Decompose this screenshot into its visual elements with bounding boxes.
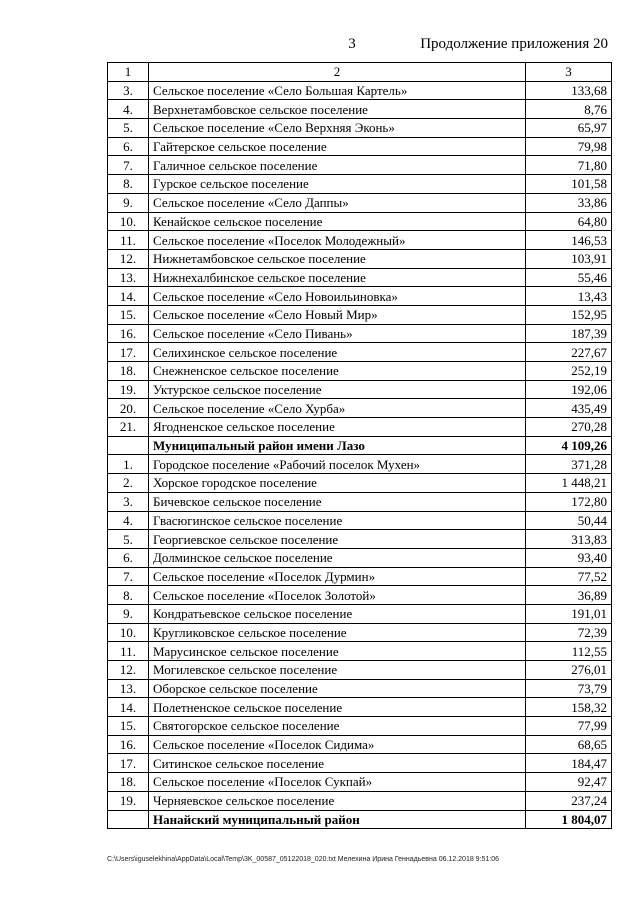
row-name: Гвасюгинское сельское поселение xyxy=(149,511,526,530)
row-number xyxy=(108,810,149,829)
row-value: 77,99 xyxy=(526,717,612,736)
row-value: 92,47 xyxy=(526,773,612,792)
row-value: 371,28 xyxy=(526,455,612,474)
row-value: 36,89 xyxy=(526,586,612,605)
row-value: 227,67 xyxy=(526,343,612,362)
row-number: 5. xyxy=(108,119,149,138)
row-number: 11. xyxy=(108,642,149,661)
row-name: Уктурское сельское поселение xyxy=(149,380,526,399)
table-row xyxy=(108,567,612,586)
row-number: 3. xyxy=(108,492,149,511)
row-number: 14. xyxy=(108,698,149,717)
row-value: 237,24 xyxy=(526,791,612,810)
row-name: Верхнетамбовское сельское поселение xyxy=(149,100,526,119)
row-value: 65,97 xyxy=(526,119,612,138)
row-value: 152,95 xyxy=(526,305,612,324)
row-value: 50,44 xyxy=(526,511,612,530)
row-name: Черняевское сельское поселение xyxy=(149,791,526,810)
table-row xyxy=(108,586,612,605)
row-name: Селихинское сельское поселение xyxy=(149,343,526,362)
row-value: 146,53 xyxy=(526,231,612,250)
table-row xyxy=(108,287,612,306)
row-number: 12. xyxy=(108,661,149,680)
row-name: Кругликовское сельское поселение xyxy=(149,623,526,642)
row-value: 276,01 xyxy=(526,661,612,680)
table-row xyxy=(108,492,612,511)
data-table xyxy=(107,62,612,829)
row-number: 17. xyxy=(108,754,149,773)
file-path-footer: C:\Users\iguselekhina\AppData\Local\Temp\3K_00587_05122018_020.txt Мелехина Ирина Геннадьевна 06.12.2018 9:51:06 xyxy=(107,856,500,863)
table-row xyxy=(108,380,612,399)
row-name: Марусинское сельское поселение xyxy=(149,642,526,661)
row-value: 77,52 xyxy=(526,567,612,586)
row-value: 270,28 xyxy=(526,418,612,437)
row-value: 103,91 xyxy=(526,249,612,268)
row-name: Сельское поселение «Село Новый Мир» xyxy=(149,305,526,324)
row-number: 6. xyxy=(108,548,149,567)
row-number: 8. xyxy=(108,175,149,194)
row-name: Гурское сельское поселение xyxy=(149,175,526,194)
row-name: Сельское поселение «Село Хурба» xyxy=(149,399,526,418)
table-row xyxy=(108,474,612,493)
row-value: 72,39 xyxy=(526,623,612,642)
row-name: Могилевское сельское поселение xyxy=(149,661,526,680)
row-value: 184,47 xyxy=(526,754,612,773)
row-value: 1 448,21 xyxy=(526,474,612,493)
row-number: 14. xyxy=(108,287,149,306)
table-total-row xyxy=(108,436,612,455)
table-row xyxy=(108,212,612,231)
row-value: 4 109,26 xyxy=(526,436,612,455)
row-number: 10. xyxy=(108,212,149,231)
row-name: Нижнехалбинское сельское поселение xyxy=(149,268,526,287)
row-value: 73,79 xyxy=(526,679,612,698)
row-number xyxy=(108,436,149,455)
table-row xyxy=(108,511,612,530)
row-value: 191,01 xyxy=(526,604,612,623)
row-number: 9. xyxy=(108,193,149,212)
row-name: Муниципальный район имени Лазо xyxy=(149,436,526,455)
row-name: Ситинское сельское поселение xyxy=(149,754,526,773)
row-value: 1 804,07 xyxy=(526,810,612,829)
table-row xyxy=(108,137,612,156)
row-value: 133,68 xyxy=(526,81,612,100)
row-value: 71,80 xyxy=(526,156,612,175)
table-row xyxy=(108,81,612,100)
table-row xyxy=(108,231,612,250)
row-value: 13,43 xyxy=(526,287,612,306)
row-number: 3. xyxy=(108,81,149,100)
row-value: 187,39 xyxy=(526,324,612,343)
table-row xyxy=(108,418,612,437)
row-number: 16. xyxy=(108,324,149,343)
row-name: Нанайский муниципальный район xyxy=(149,810,526,829)
table-row xyxy=(108,754,612,773)
row-value: 192,06 xyxy=(526,380,612,399)
row-number: 15. xyxy=(108,717,149,736)
row-name: Кондратьевское сельское поселение xyxy=(149,604,526,623)
table-row xyxy=(108,679,612,698)
row-number: 7. xyxy=(108,156,149,175)
table-row xyxy=(108,623,612,642)
row-name: Сельское поселение «Поселок Золотой» xyxy=(149,586,526,605)
row-number: 17. xyxy=(108,343,149,362)
row-name: Сельское поселение «Село Новоильиновка» xyxy=(149,287,526,306)
row-number: 11. xyxy=(108,231,149,250)
table-row xyxy=(108,343,612,362)
column-header: 2 xyxy=(149,63,526,82)
row-number: 20. xyxy=(108,399,149,418)
table-row xyxy=(108,119,612,138)
row-number: 18. xyxy=(108,362,149,381)
table-row xyxy=(108,455,612,474)
row-name: Хорское городское поселение xyxy=(149,474,526,493)
row-number: 21. xyxy=(108,418,149,437)
table-row xyxy=(108,791,612,810)
column-header: 3 xyxy=(526,63,612,82)
table-row xyxy=(108,175,612,194)
row-value: 79,98 xyxy=(526,137,612,156)
row-name: Сельское поселение «Поселок Молодежный» xyxy=(149,231,526,250)
row-name: Сельское поселение «Поселок Дурмин» xyxy=(149,567,526,586)
table-row xyxy=(108,642,612,661)
row-name: Сельское поселение «Поселок Сукпай» xyxy=(149,773,526,792)
row-value: 33,86 xyxy=(526,193,612,212)
row-value: 313,83 xyxy=(526,530,612,549)
row-name: Нижнетамбовское сельское поселение xyxy=(149,249,526,268)
table-row xyxy=(108,530,612,549)
row-number: 1. xyxy=(108,455,149,474)
row-number: 4. xyxy=(108,511,149,530)
row-value: 101,58 xyxy=(526,175,612,194)
row-name: Гайтерское сельское поселение xyxy=(149,137,526,156)
row-number: 5. xyxy=(108,530,149,549)
row-number: 2. xyxy=(108,474,149,493)
row-name: Долминское сельское поселение xyxy=(149,548,526,567)
row-value: 158,32 xyxy=(526,698,612,717)
appendix-caption: Продолжение приложения 20 xyxy=(420,36,608,52)
table-row xyxy=(108,548,612,567)
row-number: 4. xyxy=(108,100,149,119)
table-row xyxy=(108,698,612,717)
column-header: 1 xyxy=(108,63,149,82)
row-name: Оборское сельское поселение xyxy=(149,679,526,698)
row-name: Полетненское сельское поселение xyxy=(149,698,526,717)
table-row xyxy=(108,305,612,324)
row-name: Сельское поселение «Село Пивань» xyxy=(149,324,526,343)
table-row xyxy=(108,362,612,381)
table-row xyxy=(108,249,612,268)
row-name: Сельское поселение «Поселок Сидима» xyxy=(149,735,526,754)
row-value: 68,65 xyxy=(526,735,612,754)
row-name: Галичное сельское поселение xyxy=(149,156,526,175)
row-number: 16. xyxy=(108,735,149,754)
row-name: Кенайское сельское поселение xyxy=(149,212,526,231)
row-name: Святогорское сельское поселение xyxy=(149,717,526,736)
row-number: 8. xyxy=(108,586,149,605)
row-value: 8,76 xyxy=(526,100,612,119)
row-name: Городское поселение «Рабочий поселок Мухен» xyxy=(149,455,526,474)
table-row xyxy=(108,100,612,119)
row-number: 9. xyxy=(108,604,149,623)
table-row xyxy=(108,604,612,623)
table-row xyxy=(108,193,612,212)
row-name: Сельское поселение «Село Большая Картель» xyxy=(149,81,526,100)
table-row xyxy=(108,773,612,792)
table-row xyxy=(108,399,612,418)
table-row xyxy=(108,268,612,287)
table-row xyxy=(108,735,612,754)
row-value: 435,49 xyxy=(526,399,612,418)
page-number: 3 xyxy=(348,36,356,52)
table-row xyxy=(108,717,612,736)
row-value: 93,40 xyxy=(526,548,612,567)
row-name: Ягодненское сельское поселение xyxy=(149,418,526,437)
row-value: 112,55 xyxy=(526,642,612,661)
table-row xyxy=(108,324,612,343)
row-value: 252,19 xyxy=(526,362,612,381)
row-number: 12. xyxy=(108,249,149,268)
table-row xyxy=(108,661,612,680)
row-number: 15. xyxy=(108,305,149,324)
row-number: 18. xyxy=(108,773,149,792)
row-number: 13. xyxy=(108,679,149,698)
row-number: 19. xyxy=(108,380,149,399)
row-name: Снежненское сельское поселение xyxy=(149,362,526,381)
table-row xyxy=(108,156,612,175)
row-value: 172,80 xyxy=(526,492,612,511)
row-number: 13. xyxy=(108,268,149,287)
row-number: 10. xyxy=(108,623,149,642)
row-number: 19. xyxy=(108,791,149,810)
row-name: Георгиевское сельское поселение xyxy=(149,530,526,549)
row-number: 6. xyxy=(108,137,149,156)
row-number: 7. xyxy=(108,567,149,586)
row-value: 55,46 xyxy=(526,268,612,287)
table-header-row xyxy=(108,63,612,82)
row-name: Бичевское сельское поселение xyxy=(149,492,526,511)
table-total-row xyxy=(108,810,612,829)
row-value: 64,80 xyxy=(526,212,612,231)
row-name: Сельское поселение «Село Верхняя Эконь» xyxy=(149,119,526,138)
row-name: Сельское поселение «Село Даппы» xyxy=(149,193,526,212)
